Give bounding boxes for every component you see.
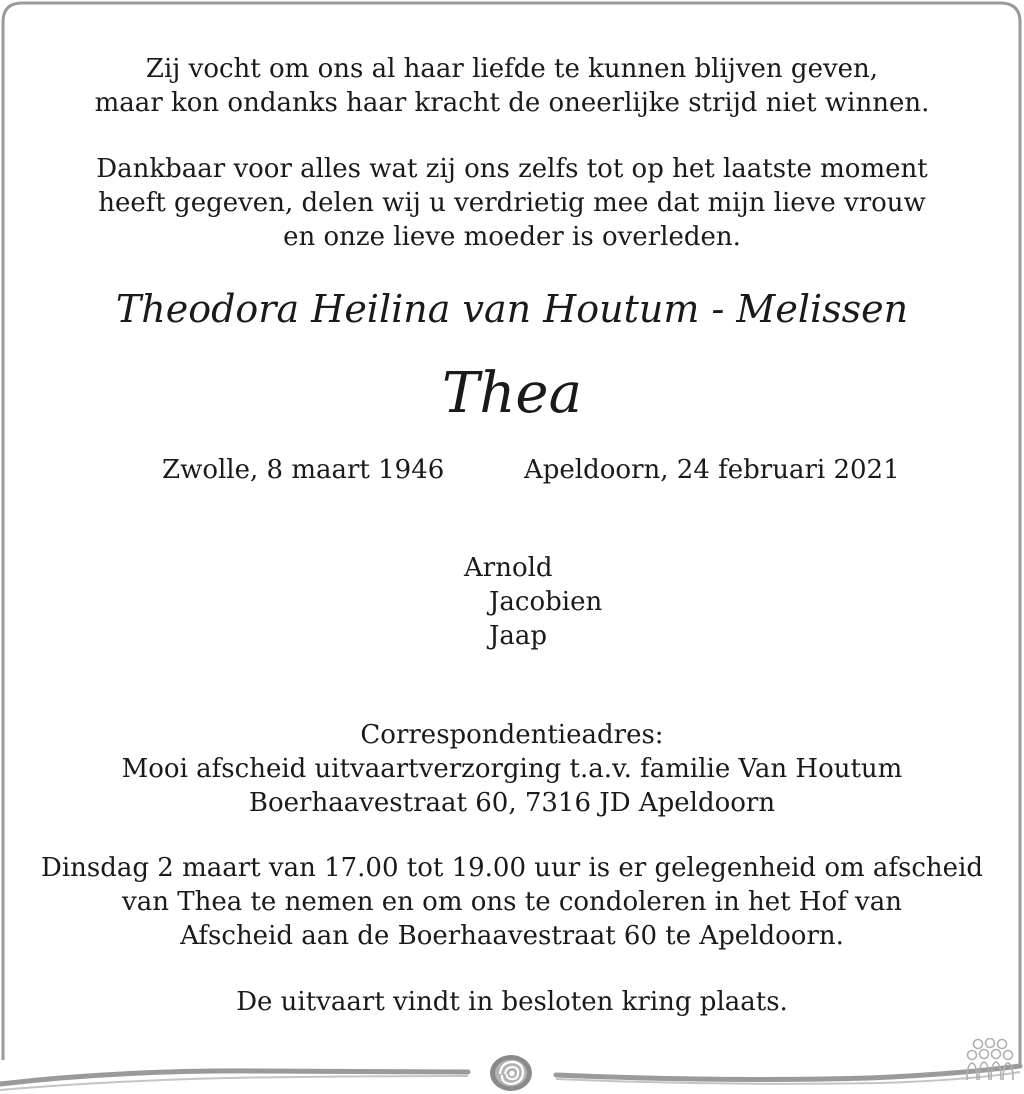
farewell-line: van Thea te nemen en om ons te condoleren in het Hof van (122, 887, 902, 917)
family-child: Jaap (489, 621, 548, 651)
farewell-line: Afscheid aan de Boerhaavestraat 60 te Apeldoorn. (180, 921, 844, 951)
funeral-line: De uitvaart vindt in besloten kring plaats. (236, 987, 788, 1017)
correspondence-organisation: Mooi afscheid uitvaartverzorging t.a.v. familie Van Houtum (121, 754, 903, 784)
announcement-line: en onze lieve moeder is overleden. (283, 222, 741, 252)
announcement-line: heeft gegeven, delen wij u verdrietig mee dat mijn lieve vrouw (98, 188, 926, 218)
announcement (0, 152, 1024, 254)
birth-date: Zwolle, 8 maart 1946 (162, 455, 445, 485)
correspondence-label: Correspondentieadres: (360, 720, 664, 750)
intro-line: maar kon ondanks haar kracht de oneerlijke strijd niet winnen. (94, 88, 930, 118)
correspondence-address (0, 718, 1024, 820)
rose-icon (488, 1053, 534, 1093)
intro-line: Zij vocht om ons al haar liefde te kunnen blijven geven, (145, 54, 879, 84)
family-icon (963, 1038, 1017, 1082)
family-child: Jacobien (489, 587, 603, 617)
deceased-full-name: Theodora Heilina van Houtum - Melissen (115, 287, 909, 331)
announcement-line: Dankbaar voor alles wat zij ons zelfs tot op het laatste moment (96, 154, 928, 184)
correspondence-street: Boerhaavestraat 60, 7316 JD Apeldoorn (248, 788, 776, 818)
death-date: Apeldoorn, 24 februari 2021 (524, 455, 900, 485)
intro-verse (0, 52, 1024, 120)
family-spouse: Arnold (464, 553, 553, 583)
farewell-notice (0, 851, 1024, 953)
bottom-swoosh-right (556, 1066, 1020, 1079)
deceased-call-name: Thea (442, 361, 582, 426)
funeral-notice (0, 985, 1024, 1019)
farewell-line: Dinsdag 2 maart van 17.00 tot 19.00 uur is er gelegenheid om afscheid (40, 853, 984, 883)
